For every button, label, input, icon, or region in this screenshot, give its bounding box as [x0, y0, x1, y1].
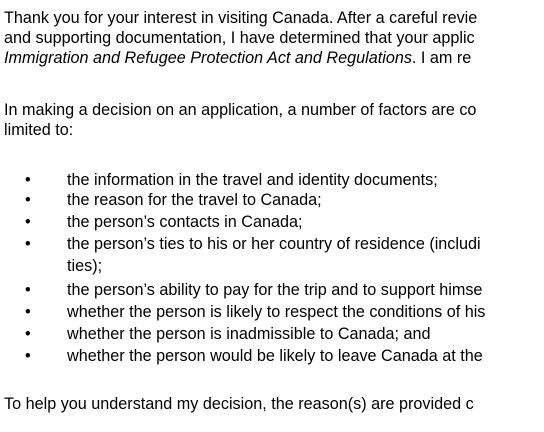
- bullet-icon: •: [25, 347, 31, 365]
- list-item: whether the person would be likely to leave Canada at the: [67, 347, 483, 365]
- closing-line: To help you understand my decision, the reason(s) are provided c: [4, 395, 474, 413]
- list-item: the information in the travel and identity documents;: [67, 171, 438, 189]
- bullet-icon: •: [25, 303, 31, 321]
- act-title: Immigration and Refugee Protection Act and Regulations: [4, 49, 412, 67]
- list-item: whether the person is likely to respect the conditions of his: [67, 303, 486, 321]
- bullet-icon: •: [25, 171, 31, 189]
- intro-line-2: and supporting documentation, I have determined that your applic: [4, 29, 475, 47]
- intro-line-3: [4, 48, 471, 68]
- list-item: the person’s contacts in Canada;: [67, 213, 303, 231]
- bullet-icon: •: [25, 325, 31, 343]
- list-item-continuation: ties);: [67, 257, 103, 275]
- bullet-icon: •: [25, 191, 31, 209]
- bullet-icon: •: [25, 213, 31, 231]
- factors-line-2: limited to:: [4, 121, 74, 139]
- list-item: the person’s ties to his or her country of residence (includi: [67, 235, 481, 253]
- bullet-icon: •: [25, 281, 31, 299]
- list-item: the person’s ability to pay for the trip and to support himse: [67, 281, 483, 299]
- intro-line-3-rest: . I am re: [411, 49, 472, 67]
- list-item: the reason for the travel to Canada;: [67, 191, 322, 209]
- factors-line-1: In making a decision on an application, a number of factors are co: [4, 101, 477, 119]
- list-item: whether the person is inadmissible to Canada; and: [67, 325, 431, 343]
- bullet-icon: •: [25, 235, 31, 253]
- intro-line-1: Thank you for your interest in visiting Canada. After a careful revie: [4, 9, 478, 27]
